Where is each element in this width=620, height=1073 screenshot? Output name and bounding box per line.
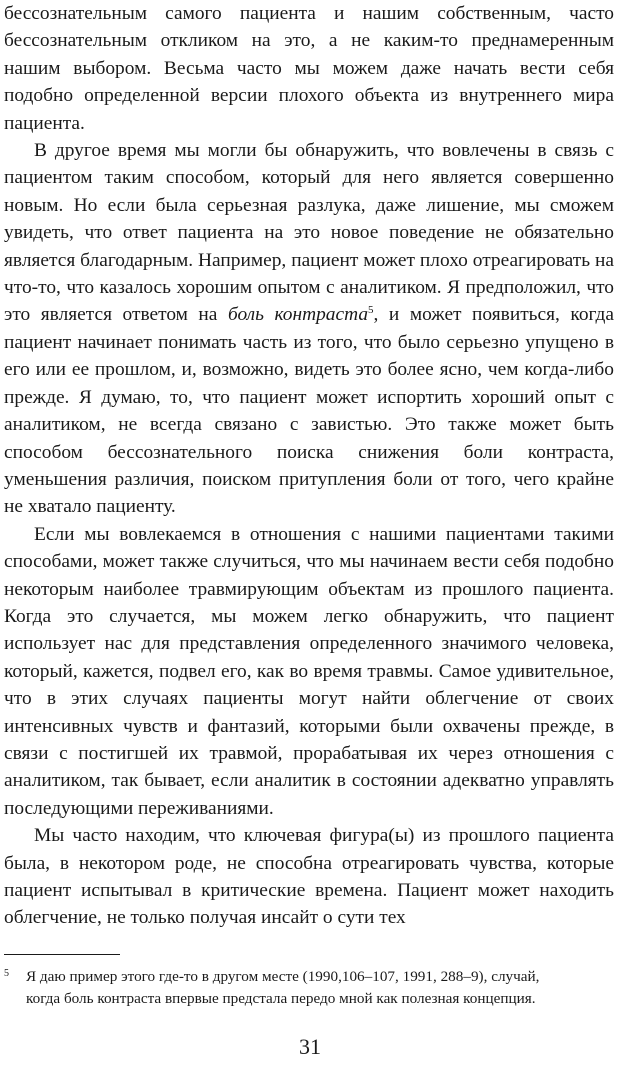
footnote — [4, 963, 614, 1010]
paragraph-2-end: , и может появиться, когда пациент начинает понимать часть из того, что было серьезно упущено в его или ее прошлом, и, возможно, видеть это более ясно, чем когда-либо прежде. Я думаю, то, что пациент может испортить хороший опыт с аналитиком, не всегда связано с завистью. Это также может быть способом бессознательного поиска снижения боли контраста, уменьшения различия, поиском притупления боли от того, чего крайне не хватало пациенту. — [4, 304, 614, 518]
footnote-line-2: когда боль контраста впервые предстала передо мной как полезная концепция. — [26, 990, 536, 1007]
paragraph-3: Если мы вовлекаемся в отношения с нашими пациентами такими способами, может также случиться, что мы начинаем вести себя подобно некоторым наиболее травмирующим объектам из прошлого пациента. Когда это случается, мы можем легко обнаружить, что пациент использует нас для представления определенного значимого человека, который, кажется, подвел его, как во время травмы. Самое удивительное, что в этих случаях пациенты могут найти облегчение от своих интенсивных чувств и фантазий, которыми были охвачены прежде, в связи с постигшей их травмой, прорабатывая их через отношения с аналитиком, так бывает, если аналитик в состоянии адекватно управлять последующими переживаниями. — [4, 523, 614, 819]
main-text — [4, 0, 614, 932]
paragraph-1: бессознательным самого пациента и нашим собственным, часто бессознательным откликом на это, а не каким-то преднамеренным нашим выбором. Весьма часто мы можем даже начать вести себя подобно определенной версии плохого объекта из внутреннего мира пациента. — [4, 3, 614, 134]
footnote-mark: 5 — [4, 968, 9, 979]
paragraph-2-start: В другое время мы могли бы обнаружить, что вовлечены в связь с пациентом таким способом, который для него является совершенно новым. Но если была серьезная разлука, даже лишение, мы сможем увидеть, что ответ пациента на это новое поведение не обязательно является благодарным. Например, пациент может плохо отреагировать на что-то, что казалось хорошим опытом с аналитиком. Я предположил, что это является ответом на — [4, 140, 614, 326]
footnote-reference[interactable]: 5 — [368, 304, 374, 317]
footnote-line-1: Я даю пример этого где-то в другом месте (1990,106–107, 1991, 288–9), случай, — [26, 968, 540, 985]
page-number: 31 — [299, 1034, 321, 1059]
paragraph-2 — [4, 137, 614, 521]
paragraph-4: Мы часто находим, что ключевая фигура(ы) из прошлого пациента была, в некотором роде, не способна отреагировать чувства, которые пациент испытывал в критические времена. Пациент может находить облегчение, не только получая инсайт о сути тех — [4, 825, 614, 929]
italic-term-contrast-pain: боль контраста — [227, 304, 369, 326]
footnote-divider — [4, 954, 120, 955]
